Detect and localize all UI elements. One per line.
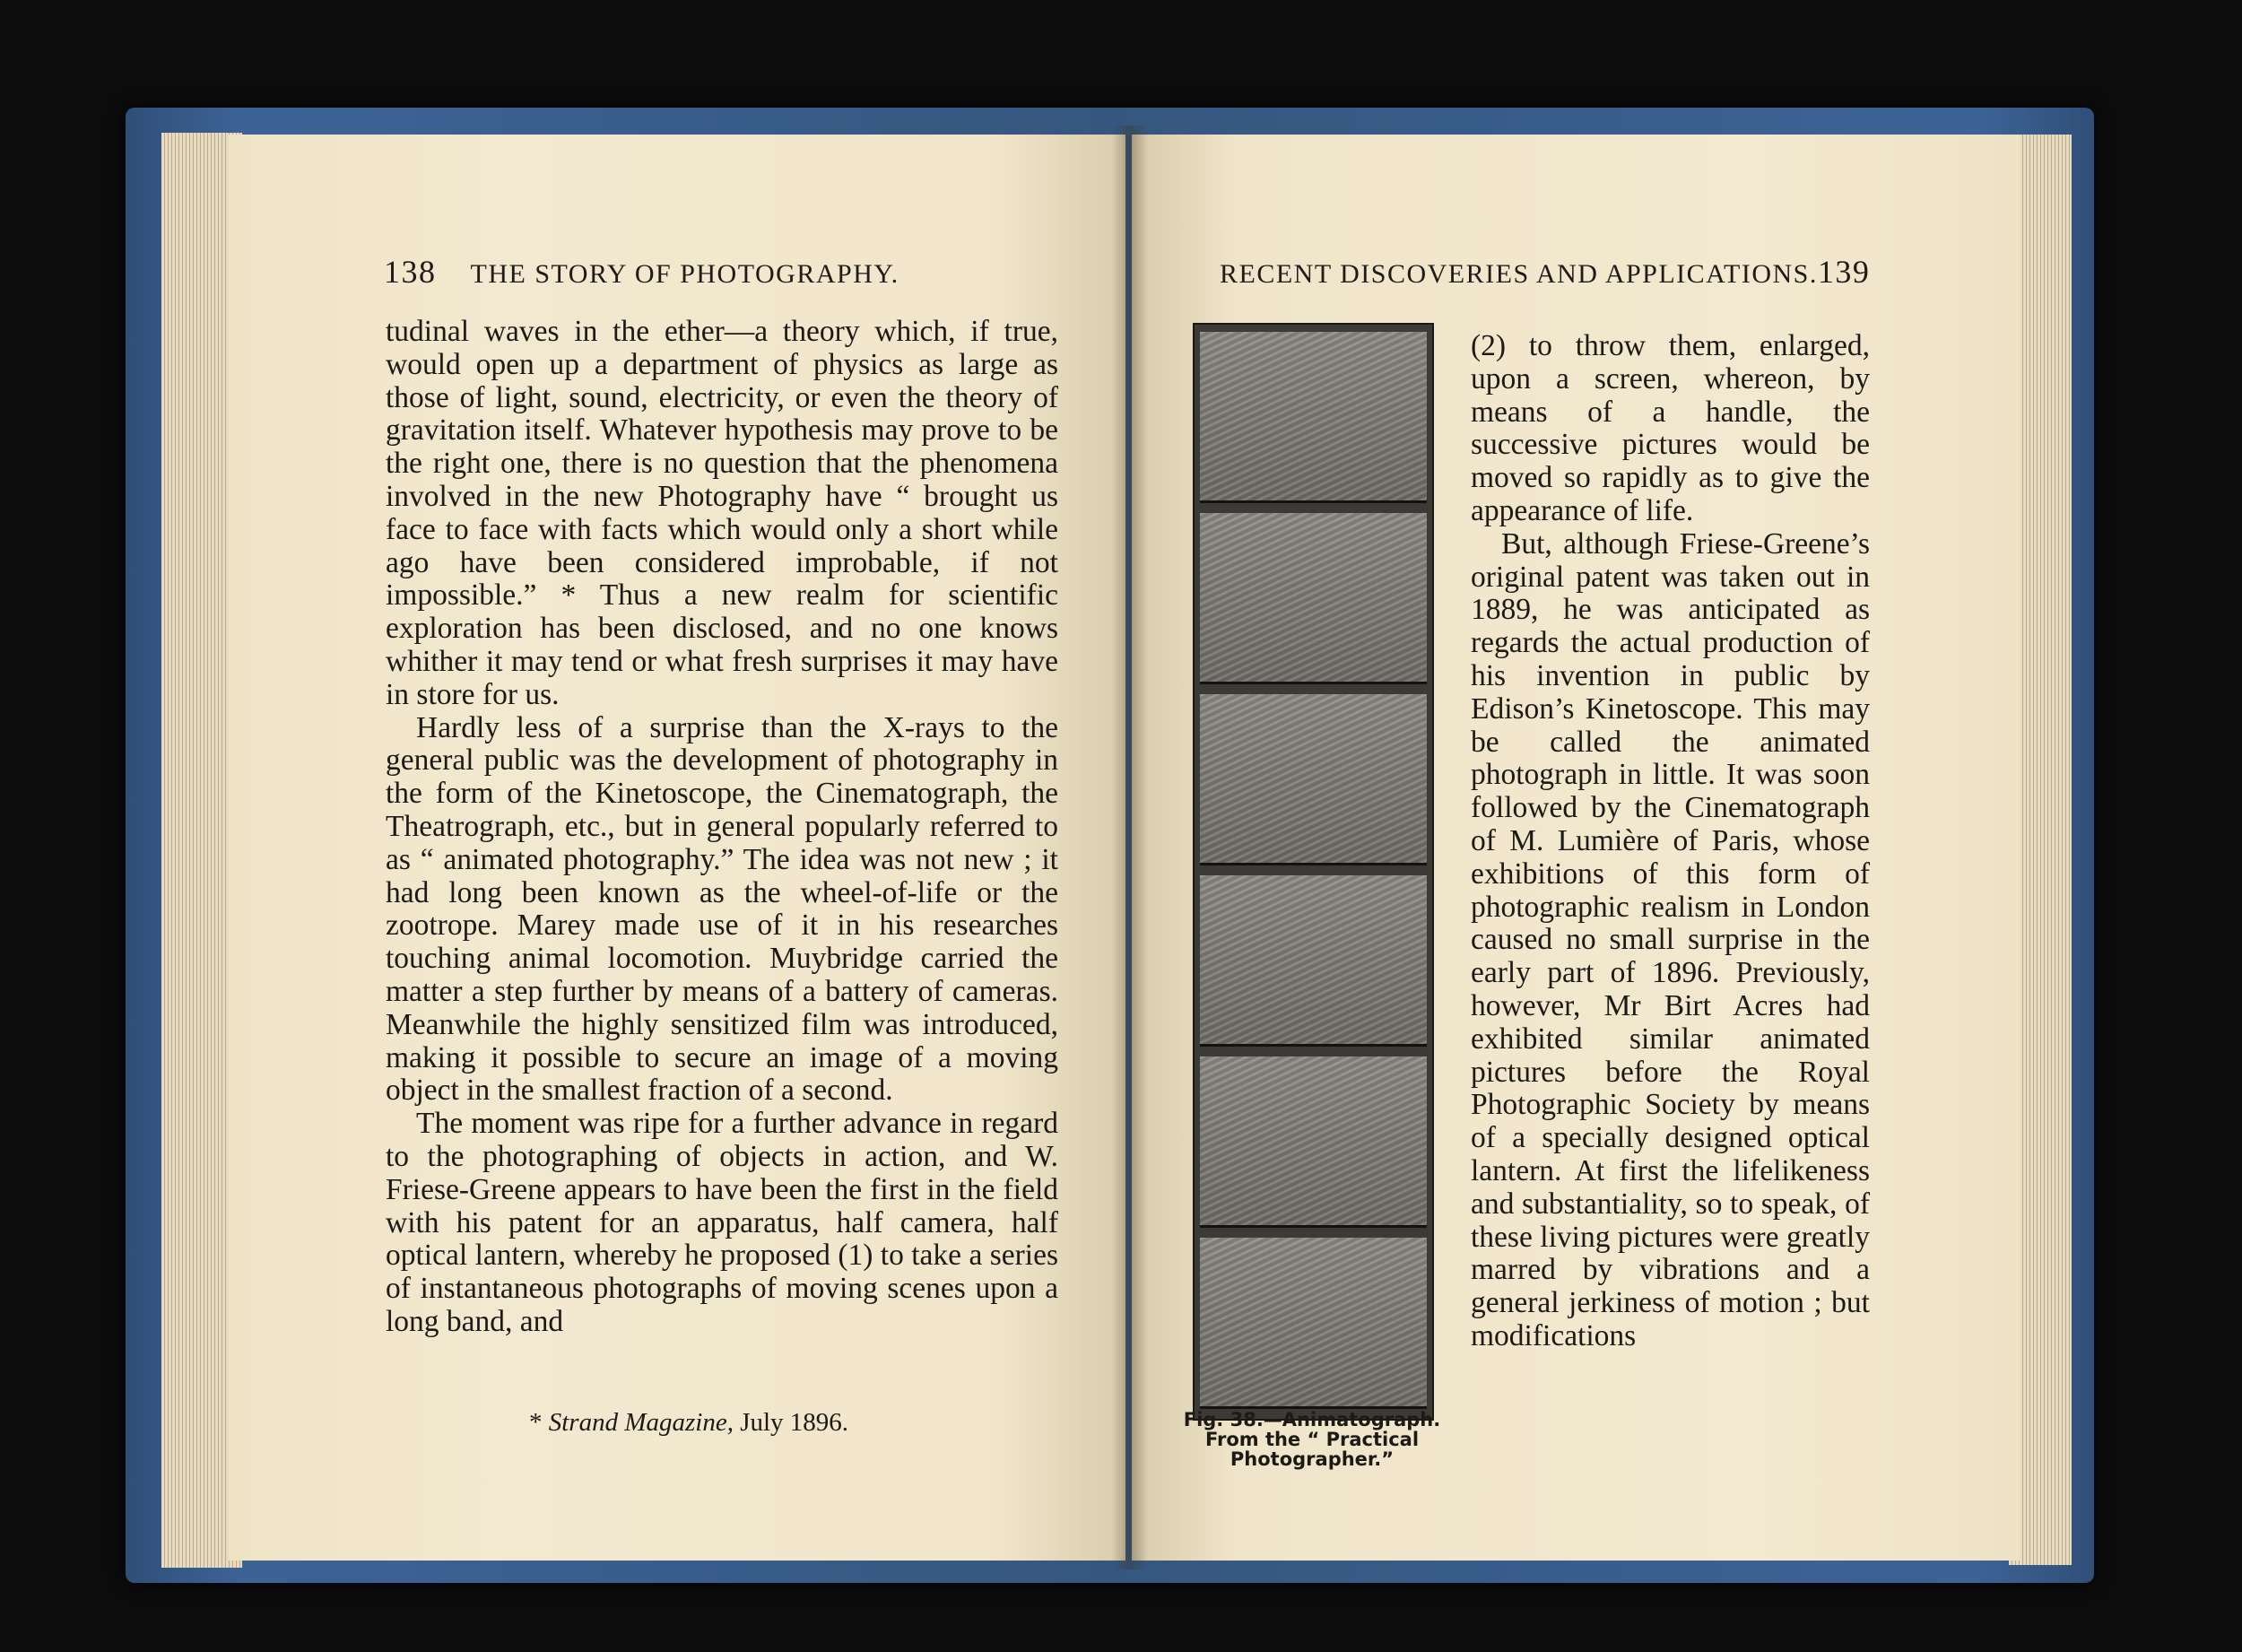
left-paragraph-1: tudinal waves in the ether—a theory which, if true, would open up a department of physics as large as those of light, sound, electricity, or even the theory of gravitation itself. Whatever hypothesis may prove to be the right one, there is no question that the phenomena involved in the new Photography have “ brought us face to face with facts which would only a short while ago have been considered improbable, if not impossible.” * Thus a new realm for scientific exploration has been disclosed, and no one knows whither it may tend or what fresh surprises it may have in store for us. [386, 315, 1058, 711]
book-gutter [1112, 126, 1148, 1569]
left-paragraph-2: Hardly less of a surprise than the X-rays to the general public was the development of photography in the form of the Kinetoscope, the Cinematograph, the Theatrograph, etc., but in general popularly referred to as “ animated photography.” The idea was not new ; it had long been known as the wheel-of-life or the zootrope. Marey made use of it in his researches touching animal locomotion. Muybridge carried the matter a step further by means of a battery of cameras. Meanwhile the highly sensitized film was introduced, making it possible to secure an image of a moving object in the smallest fraction of a second. [386, 710, 1058, 1108]
film-frame [1200, 875, 1427, 1047]
figure-caption [1182, 1410, 1442, 1469]
film-frame [1200, 513, 1427, 684]
left-running-head [384, 253, 899, 298]
footnote-date: July 1896. [740, 1408, 849, 1437]
left-paragraph-3: The moment was ripe for a further advance in regard to the photographing of objects in action, and W. Friese-Greene appears to have been the first in the field with his patent for an apparatus, half camera, half optical lantern, whereby he proposed (1) to take a series of instantaneous photographs of moving scenes upon a long band, and [386, 1107, 1058, 1338]
footnote [529, 1408, 848, 1438]
left-running-title: THE STORY OF PHOTOGRAPHY. [470, 259, 899, 289]
film-frame [1200, 694, 1427, 865]
film-frame [1200, 332, 1427, 503]
right-paragraph-1: (2) to throw them, enlarged, upon a screen, whereon, by means of a handle, the successive pictures would be moved so rapidly as to give the appearance of life. [1471, 329, 1870, 527]
right-running-title: RECENT DISCOVERIES AND APPLICATIONS. [1220, 259, 1818, 289]
film-frame [1200, 1238, 1427, 1409]
left-body-text [386, 316, 1058, 1339]
figure-caption-line-3: Photographer.” [1230, 1448, 1395, 1470]
right-body-text [1471, 330, 1870, 1353]
right-running-head [1220, 253, 1870, 298]
animatograph-film-strip [1193, 323, 1434, 1421]
footnote-source: Strand Magazine, [548, 1408, 734, 1437]
right-paragraph-2: But, although Friese-Greene’s original patent was taken out in 1889, he was anticipated as regards the actual production of his invention in public by Edison’s Kinetoscope. This may be called the animated photograph in little. It was soon followed by the Cinematograph of M. Lumière of Paris, whose exhibitions of this form of photographic realism in London caused no small surprise in the early part of 1896. Previously, however, Mr Birt Acres had exhibited similar animated pictures before the Royal Photographic Society by means of a specially designed optical lantern. At first the lifelikeness and substantiality, so to speak, of these living pictures were greatly marred by vibrations and a general jerkiness of motion ; but modifications [1471, 526, 1870, 1352]
left-page-number: 138 [384, 254, 437, 290]
figure-caption-line-2: From the “ Practical [1204, 1429, 1420, 1450]
figure-caption-line-1: Fig. 38.—Animatograph. [1183, 1409, 1441, 1430]
film-frame [1200, 1056, 1427, 1228]
footnote-marker: * [529, 1408, 543, 1437]
right-page-number: 139 [1817, 254, 1871, 290]
